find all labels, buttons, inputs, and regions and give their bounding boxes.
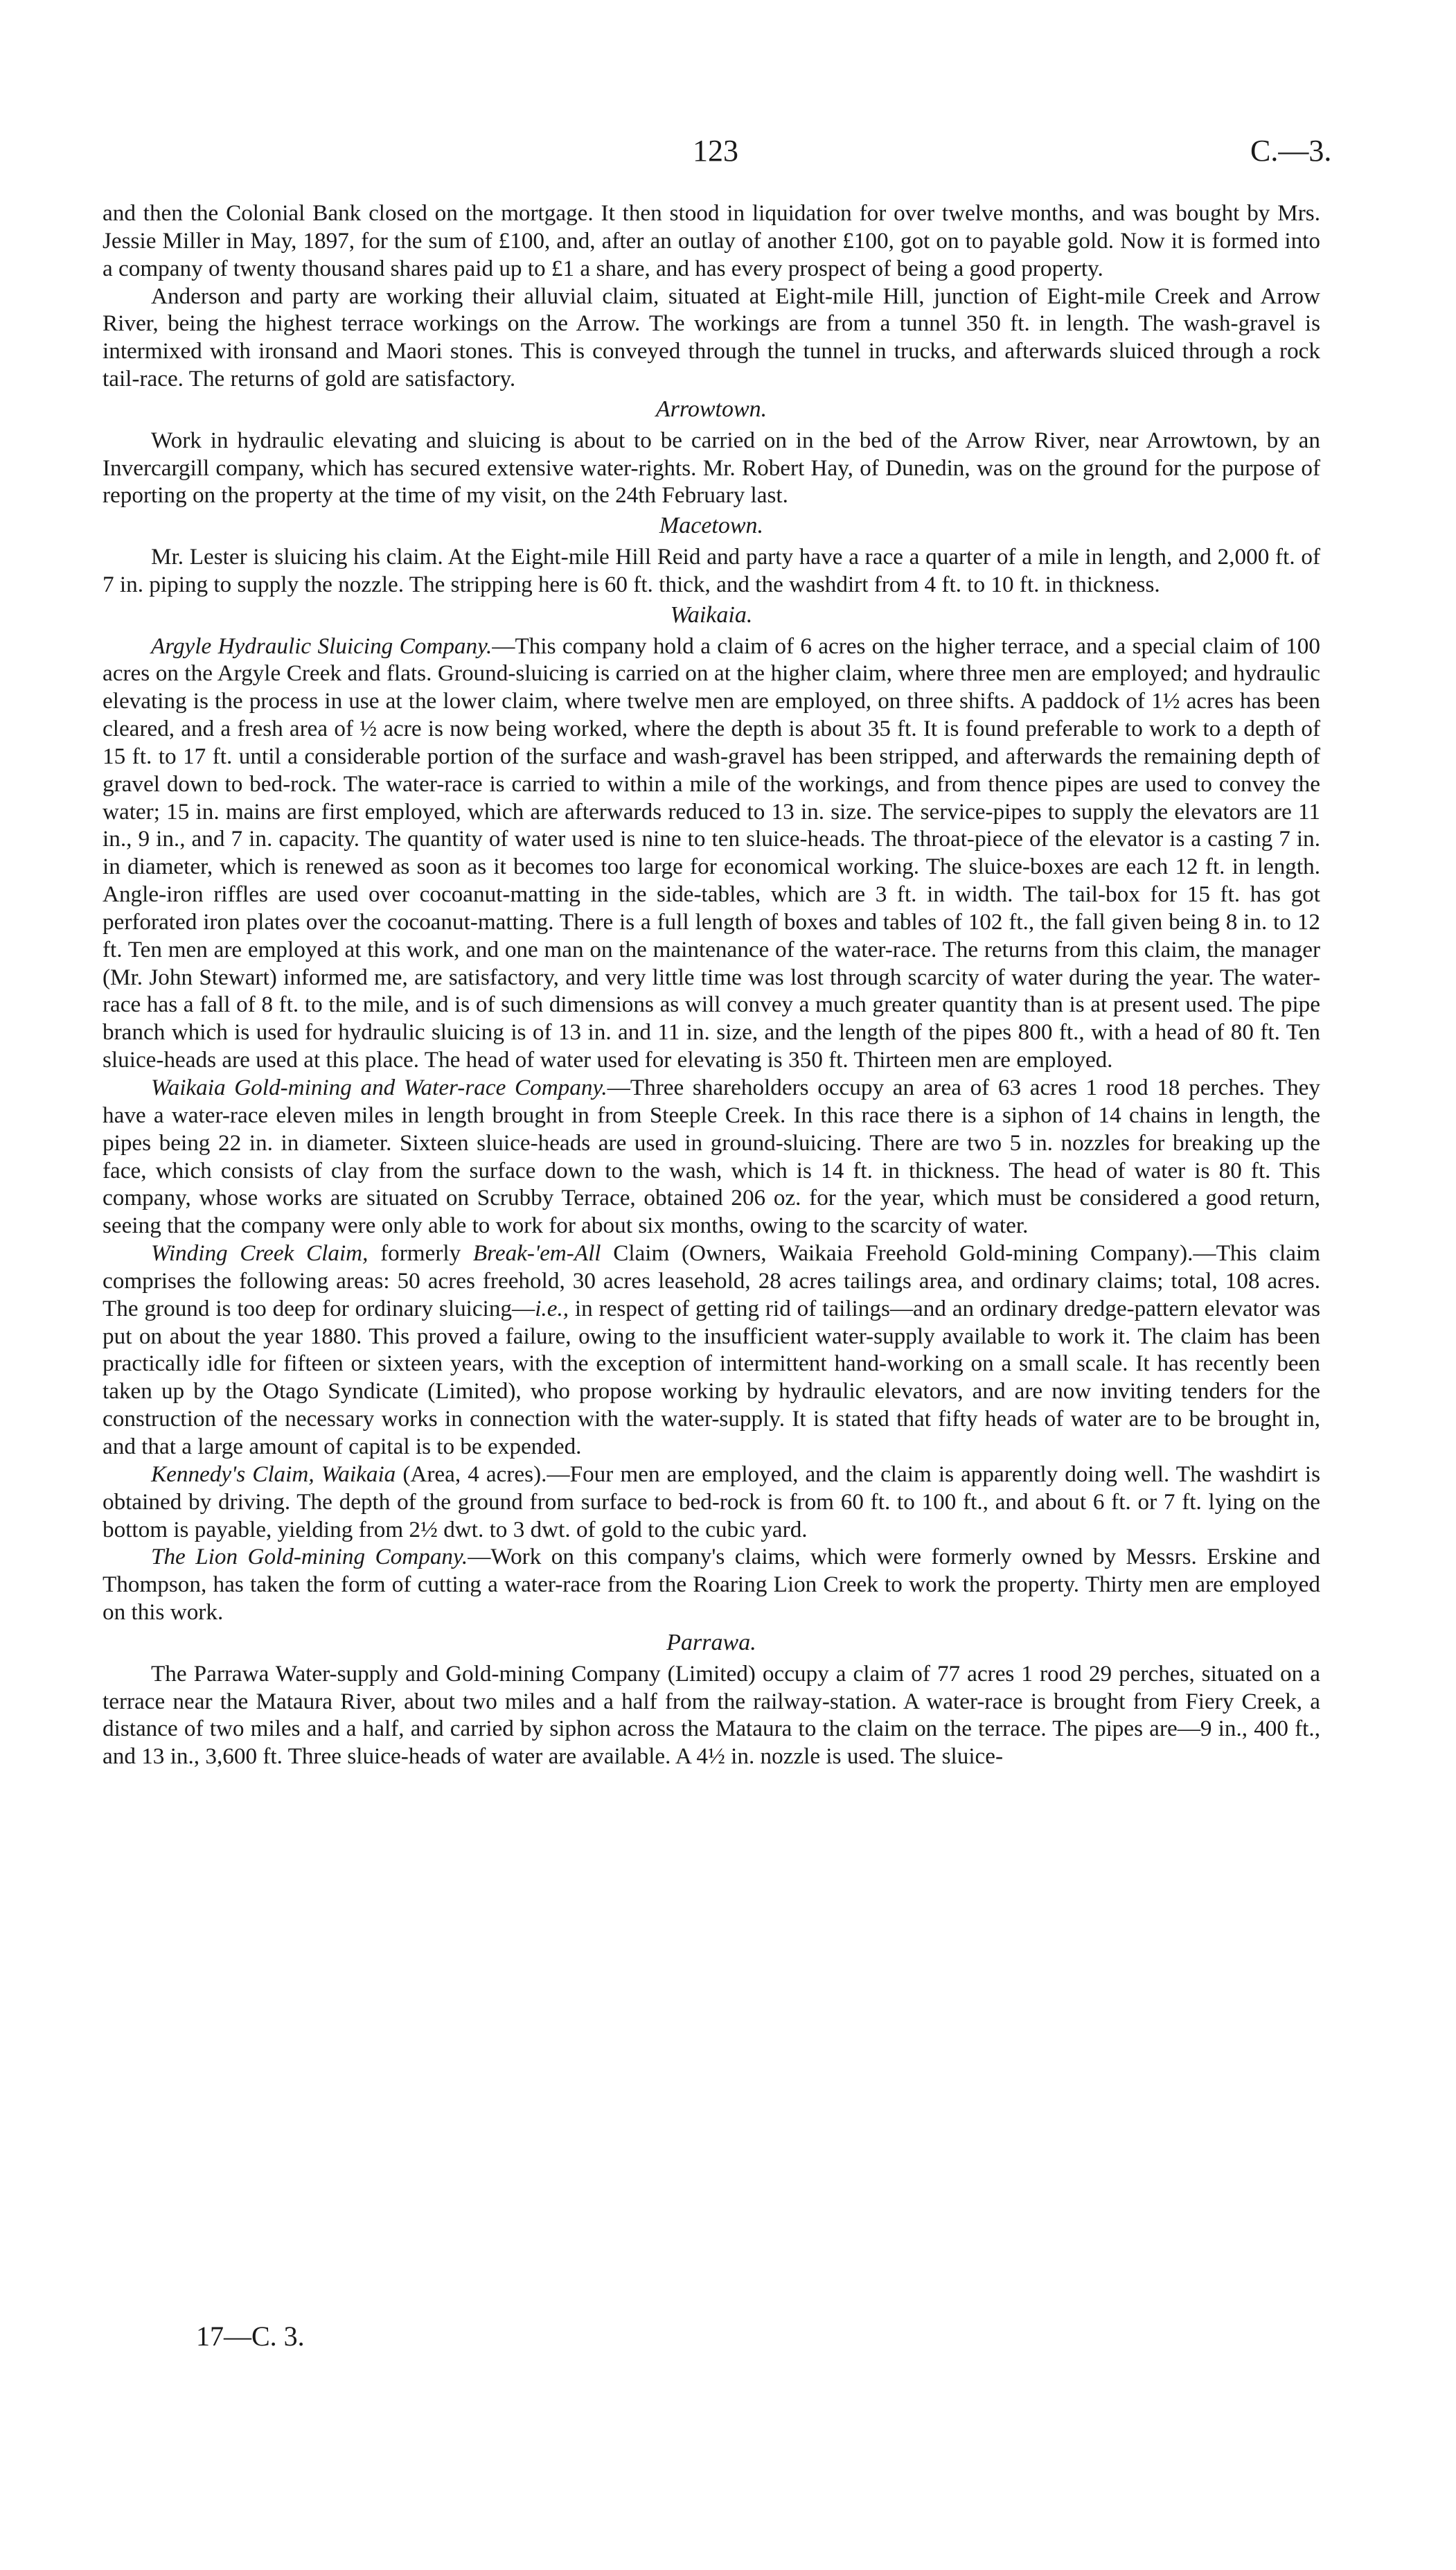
page-header: [0, 133, 1456, 175]
section-heading-waikaia: Waikaia.: [670, 601, 753, 628]
waikaia-company-text: —Three shareholders occupy an area of 63 acres 1 rood 18 perches. They have a water-race eleven miles in length brought in from Steeple Creek. In this race there is a siphon of 14 chains in length, the pipes being 22 in. in diameter. Sixteen sluice-heads are used in ground-sluicing. There are two 5 in. nozzles for breaking up the face, which consists of clay from the surface down to the wash, which is 14 ft. in thickness. The head of water is 80 ft. This company, whose works are situated on Scrubby Terrace, obtained 206 oz. for the year, which must be considered a good return, seeing that the company were only able to work for about six months, owing to the scarcity of water.: [103, 1075, 1320, 1239]
break-em-all-name: Break-'em-All: [472, 1240, 601, 1267]
paragraph-kennedys-claim: [103, 1461, 1320, 1544]
kennedys-claim-text: (Area, 4 acres).—Four men are employed, and the claim is apparently doing well. The washdirt is obtained by driving. The depth of the ground from surface to bed-rock is from 60 ft. to 100 ft., and about 6 ft. or 7 ft. lying on the bottom is payable, yielding from 2½ dwt. to 3 dwt. of gold to the cubic yard.: [103, 1461, 1320, 1542]
winding-creek-name: Winding Creek Claim,: [151, 1240, 369, 1267]
document-reference: C.—3.: [1250, 134, 1332, 168]
ie-abbrev: i.e.,: [535, 1295, 569, 1321]
lion-company-name: The Lion Gold-mining Company.: [151, 1544, 468, 1570]
waikaia-company-name: Waikaia Gold-mining and Water-race Company.: [151, 1075, 607, 1101]
kennedys-claim-name: Kennedy's Claim, Waikaia: [151, 1461, 396, 1487]
argyle-company-name: Argyle Hydraulic Sluicing Company.: [151, 633, 492, 659]
section-heading-arrowtown: Arrowtown.: [655, 396, 767, 422]
winding-creek-text-b: in respect of getting rid of tailings—and an ordinary dredge-pattern elevator was put on about the year 1880. This proved a failure, owing to the insufficient water-supply available to work it. The claim has been practically idle for fifteen or sixteen years, with the exception of intermittent hand-working on a small scale. It has recently been taken up by the Otago Syndicate (Limited), who propose working by hydraulic elevators, and are now inviting tenders for the construction of the necessary works in connection with the water-supply. It is stated that fifty heads of water are to be brought in, and that a large amount of capital is to be expended.: [103, 1295, 1320, 1459]
paragraph-colonial-bank: and then the Colonial Bank closed on the mortgage. It then stood in liquidation for over twelve months, and was bought by Mrs. Jessie Miller in May, 1897, for the sum of £100, and, after an outlay of another £100, got on to payable gold. Now it is formed into a company of twenty thousand shares paid up to £1 a share, and has every prospect of being a good property.: [103, 200, 1320, 281]
section-heading-parrawa: Parrawa.: [666, 1629, 756, 1655]
argyle-company-text: —This company hold a claim of 6 acres on the higher terrace, and a special claim of 100 acres on the Argyle Creek and flats. Ground-sluicing is carried on at the higher claim, where three men are employed; and hydraulic elevating is the process in use at the lower claim, where twelve men are employed, on three shifts. A paddock of 1½ acres has been cleared, and a fresh area of ½ acre is now being worked, where the depth is about 35 ft. It is found preferable to work to a depth of 15 ft. to 17 ft. until a considerable portion of the surface and wash-gravel has been stripped, and afterwards the remaining depth of gravel down to bed-rock. The water-race is carried to within a mile of the workings, and from thence pipes are used to convey the water; 15 in. mains are first employed, which are afterwards reduced to 13 in. size. The service-pipes to supply the elevators are 11 in., 9 in., and 7 in. capacity. The quantity of water used is nine to ten sluice-heads. The throat-piece of the elevator is a casting 7 in. in diameter, which is renewed as soon as it becomes too large for economical working. The sluice-boxes are each 12 ft. in length. Angle-iron riffles are used over cocoanut-matting in the side-tables, which are 3 ft. in width. The tail-box for 15 ft. has got perforated iron plates over the cocoanut-matting. There is a full length of boxes and tables of 102 ft., the fall given being 8 in. to 12 ft. Ten men are employed at this work, and one man on the maintenance of the water-race. The returns from this claim, the manager (Mr. John Stewart) informed me, are satisfactory, and very little time was lost through scarcity of water during the year. The water-race has a fall of 8 ft. to the mile, and is of such dimensions as will convey a much greater quantity than is at present used. The pipe branch which is used for hydraulic sluicing is of 13 in. and 11 in. size, and the length of the pipes 800 ft., with a head of 80 ft. Ten sluice-heads are used at this place. The head of water used for elevating is 350 ft. Thirteen men are employed.: [103, 633, 1320, 1073]
section-heading-macetown: Macetown.: [659, 513, 764, 539]
paragraph-winding-creek: [103, 1240, 1320, 1461]
report-body: [103, 200, 1320, 1770]
paragraph-macetown: Mr. Lester is sluicing his claim. At the Eight-mile Hill Reid and party have a race a quarter of a mile in length, and 2,000 ft. of 7 in. piping to supply the nozzle. The stripping here is 60 ft. thick, and the washdirt from 4 ft. to 10 ft. in thickness.: [103, 544, 1320, 597]
page-number: 123: [693, 134, 738, 168]
paragraph-waikaia-company: [103, 1074, 1320, 1240]
paragraph-anderson-party: Anderson and party are working their alluvial claim, situated at Eight-mile Hill, junction of Eight-mile Creek and Arrow River, being the highest terrace workings on the Arrow. The workings are from a tunnel 350 ft. in length. The wash-gravel is intermixed with ironsand and Maori stones. This is conveyed through the tunnel in trucks, and afterwards sluiced through a rock tail-race. The returns of gold are satisfactory.: [103, 283, 1320, 392]
winding-creek-text-a: Claim (Owners, Waikaia Freehold Gold-mining Company).—This claim comprises the following areas: 50 acres freehold, 30 acres leasehold, 28 acres tailings area, and ordinary claims; total, 108 acres. The ground is too deep for ordinary sluicing—: [103, 1240, 1321, 1321]
paragraph-arrowtown: Work in hydraulic elevating and sluicing is about to be carried on in the bed of the Arrow River, near Arrowtown, by an Invercargill company, which has secured extensive water-rights. Mr. Robert Hay, of Dunedin, was on the ground for the purpose of reporting on the property at the time of my visit, on the 24th February last.: [103, 427, 1320, 509]
lion-company-text: —Work on this company's claims, which were formerly owned by Messrs. Erskine and Thompson, has taken the form of cutting a water-race from the Roaring Lion Creek to work the property. Thirty men are employed on this work.: [103, 1544, 1320, 1626]
winding-creek-formerly: formerly: [368, 1240, 473, 1267]
paragraph-argyle-company: [103, 633, 1320, 1075]
printer-signature: 17—C. 3.: [196, 2321, 305, 2352]
paragraph-lion-company: [103, 1543, 1320, 1626]
paragraph-parrawa: The Parrawa Water-supply and Gold-mining Company (Limited) occupy a claim of 77 acres 1 rood 29 perches, situated on a terrace near the Mataura River, about two miles and a half from the railway-station. A water-race is brought from Fiery Creek, a distance of two miles and a half, and carried by siphon across the Mataura to the claim on the terrace. The pipes are—9 in., 400 ft., and 13 in., 3,600 ft. Three sluice-heads of water are available. A 4½ in. nozzle is used. The sluice-: [103, 1660, 1320, 1770]
